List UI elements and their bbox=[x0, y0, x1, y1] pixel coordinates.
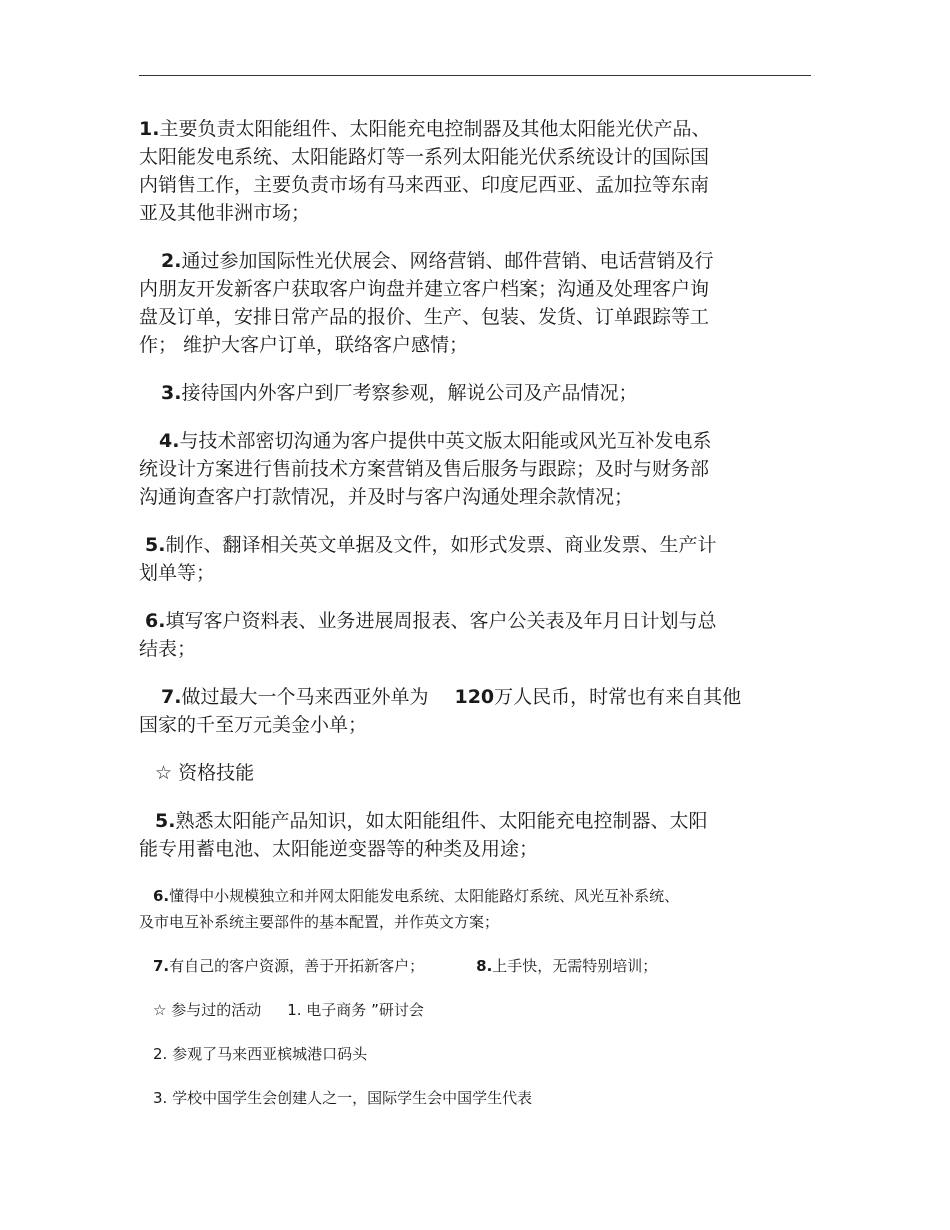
document-body bbox=[139, 115, 789, 1111]
skill-items-7-8 bbox=[139, 953, 789, 979]
item-text: 国家的千至万元美金小单； bbox=[139, 714, 368, 736]
duty-item-7 bbox=[139, 683, 789, 739]
item-text: 亚及其他非洲市场； bbox=[139, 202, 311, 224]
duty-item-4 bbox=[139, 427, 789, 511]
skill-item-5 bbox=[139, 807, 789, 863]
item-number: 2. bbox=[161, 250, 182, 272]
activities-section bbox=[139, 997, 789, 1111]
item-text: 及市电互补系统主要部件的基本配置，并作英文方案； bbox=[139, 913, 500, 931]
item-text: 作； 维护大客户订单，联络客户感情； bbox=[139, 334, 469, 356]
item-text: 盘及订单，安排日常产品的报价、生产、包装、发货、订单跟踪等工 bbox=[139, 306, 710, 328]
activities-heading: ☆ 参与过的活动 bbox=[153, 1001, 262, 1019]
item-text: 接待国内外客户到厂考察参观，解说公司及产品情况； bbox=[181, 382, 638, 404]
item-text: 熟悉太阳能产品知识，如太阳能组件、太阳能充电控制器、太阳 bbox=[175, 810, 708, 832]
item-number: 8. bbox=[476, 957, 493, 975]
item-number: 6. bbox=[145, 610, 166, 632]
duty-item-2 bbox=[139, 247, 789, 359]
activity-item: 3. 学校中国学生会创建人之一，国际学生会中国学生代表 bbox=[153, 1089, 533, 1107]
item-number: 5. bbox=[145, 534, 166, 556]
item-text: 内朋友开发新客户获取客户询盘并建立客户档案；沟通及处理客户询 bbox=[139, 278, 710, 300]
item-number: 6. bbox=[153, 887, 170, 905]
item-text: 与技术部密切沟通为客户提供中英文版太阳能或风光互补发电系 bbox=[179, 430, 712, 452]
item-number: 7. bbox=[153, 957, 170, 975]
item-text: 统设计方案进行售前技术方案营销及售后服务与跟踪；及时与财务部 bbox=[139, 458, 710, 480]
duty-item-3 bbox=[139, 379, 789, 407]
item-number: 5. bbox=[155, 810, 176, 832]
item-text: 内销售工作，主要负责市场有马来西亚、印度尼西亚、孟加拉等东南 bbox=[139, 174, 710, 196]
amount-value: 120 bbox=[454, 686, 495, 708]
item-text: 沟通询查客户打款情况，并及时与客户沟通处理余款情况； bbox=[139, 486, 634, 508]
item-text: 懂得中小规模独立和并网太阳能发电系统、太阳能路灯系统、风光互补系统、 bbox=[169, 887, 680, 905]
skills-heading: ☆ 资格技能 bbox=[155, 762, 255, 784]
item-number: 1. bbox=[139, 118, 160, 140]
activity-item: 1. 电子商务 ”研讨会 bbox=[287, 1001, 424, 1019]
skill-item-6 bbox=[139, 883, 789, 935]
item-text: 有自己的客户资源，善于开拓新客户； bbox=[169, 957, 425, 975]
item-text: 填写客户资料表、业务进展周报表、客户公关表及年月日计划与总 bbox=[165, 610, 717, 632]
item-text: 制作、翻译相关英文单据及文件，如形式发票、商业发票、生产计 bbox=[165, 534, 717, 556]
item-text: 太阳能发电系统、太阳能路灯等一系列太阳能光伏系统设计的国际国 bbox=[139, 146, 710, 168]
item-number: 3. bbox=[161, 382, 182, 404]
item-number: 7. bbox=[161, 686, 182, 708]
item-number: 4. bbox=[159, 430, 180, 452]
item-text: 上手快，无需特别培训； bbox=[492, 957, 658, 975]
item-text: 通过参加国际性光伏展会、网络营销、邮件营销、电话营销及行 bbox=[181, 250, 714, 272]
activity-item: 2. 参观了马来西亚槟城港口码头 bbox=[153, 1045, 368, 1063]
item-text: 万人民币，时常也有来自其他 bbox=[494, 686, 742, 708]
item-text: 结表； bbox=[139, 638, 197, 660]
header-rule bbox=[139, 75, 811, 76]
item-text: 主要负责太阳能组件、太阳能充电控制器及其他太阳能光伏产品、 bbox=[159, 118, 711, 140]
item-text: 划单等； bbox=[139, 562, 216, 584]
duty-item-6 bbox=[139, 607, 789, 663]
item-text: 做过最大一个马来西亚外单为 bbox=[181, 686, 429, 708]
item-text: 能专用蓄电池、太阳能逆变器等的种类及用途； bbox=[139, 838, 539, 860]
duty-item-1 bbox=[139, 115, 789, 227]
duty-item-5 bbox=[139, 531, 789, 587]
